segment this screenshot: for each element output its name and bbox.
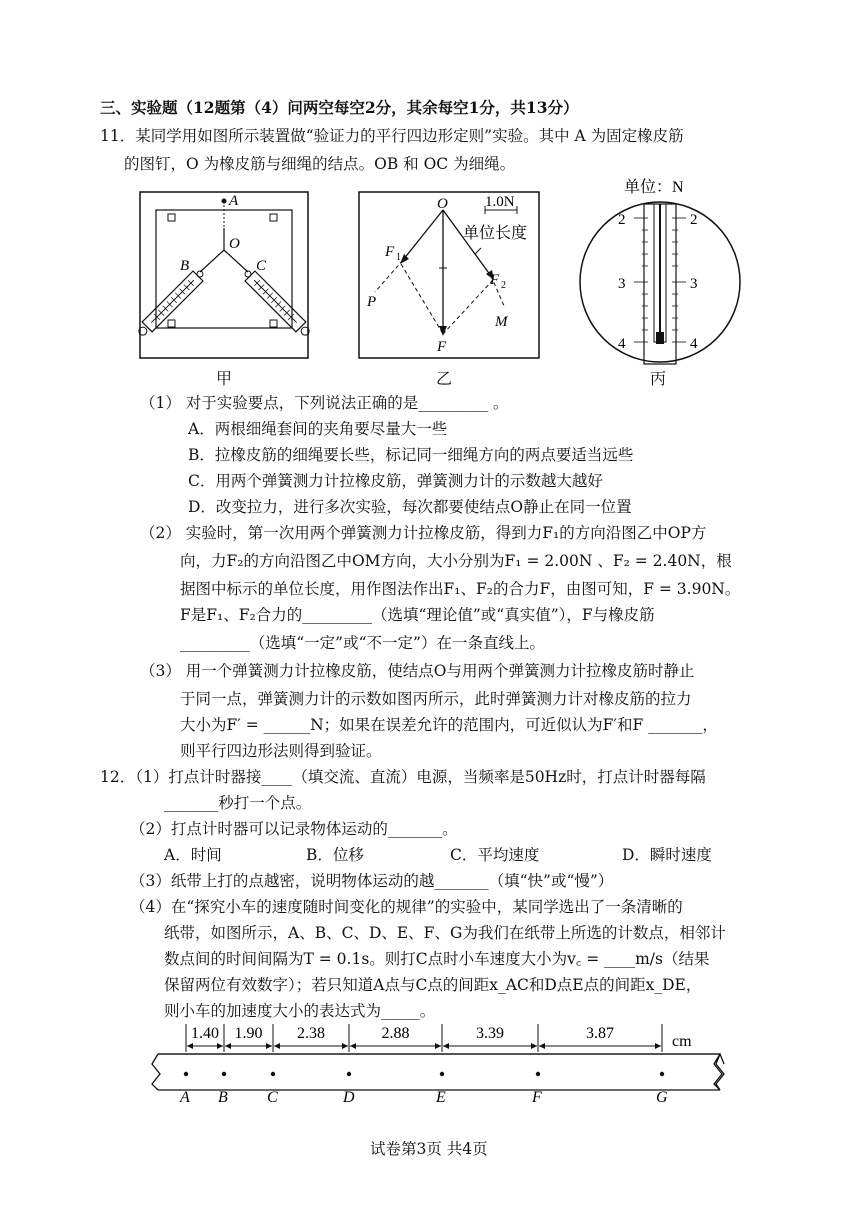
q12-p2-option-c: C．平均速度 <box>450 846 540 864</box>
tape-label-f: F <box>532 1089 542 1106</box>
q12-p2-option-d: D．瞬时速度 <box>622 846 712 864</box>
q12-p2-option-b: B．位移 <box>306 846 364 864</box>
q12-p2-option-a: A．时间 <box>164 846 222 864</box>
tape-arrowhead-right <box>266 1043 272 1049</box>
yi-label-o: O <box>437 196 448 212</box>
yi-label-m: M <box>495 314 508 330</box>
q11-p1-option-c: C．用两个弹簧测力计拉橡皮筋，弹簧测力计的示数越大越好 <box>188 472 603 490</box>
tape-label-a: A <box>180 1089 190 1106</box>
tape-distance-label: 3.39 <box>476 1025 504 1042</box>
yi-label-f1-sub: 1 <box>396 252 401 263</box>
q11-intro-line2: 的图钉，O 为橡皮筋与细绳的结点。OB 和 OC 为细绳。 <box>124 155 516 173</box>
tape-point-d <box>347 1072 351 1076</box>
caption-yi: 乙 <box>436 369 453 388</box>
tape-arrowhead-left <box>274 1043 280 1049</box>
tape-arrowhead-right <box>655 1043 661 1049</box>
q11-intro-line1: 11．某同学用如图所示装置做“验证力的平行四边形定则”实验。其中 A 为固定橡皮筋 <box>100 127 684 145</box>
tape-arrowhead-right <box>531 1043 537 1049</box>
tape-label-g: G <box>656 1089 668 1106</box>
q11-p3-line3: 大小为F′ = ______N；如果在误差允许的范围内，可近似认为F′和F _______， <box>180 716 718 734</box>
q11-p1-stem: （1） 对于实验要点，下列说法正确的是_________ 。 <box>140 394 509 412</box>
tape-point-a <box>184 1072 188 1076</box>
tape-arrowhead-left <box>225 1043 231 1049</box>
q12-p2-stem: （2）打点计时器可以记录物体运动的_______。 <box>130 820 458 838</box>
tape-arrowhead-left <box>187 1043 193 1049</box>
section-title: 三、实验题（12题第（4）问两空每空2分，其余每空1分，共13分） <box>100 98 579 117</box>
q12-p4-line3: 数点间的时间间隔为T = 0.1s。则打C点时小车速度大小为v꜀ = ____m/s（结果 <box>164 950 710 968</box>
tape-arrowhead-right <box>217 1043 223 1049</box>
tape-label-d: D <box>343 1089 355 1106</box>
tape-label-c: C <box>267 1089 278 1106</box>
bing-unit: 单位：N <box>624 179 684 196</box>
caption-jia: 甲 <box>216 369 233 388</box>
tape-label-e: E <box>436 1089 446 1106</box>
tape-distance-label: 2.38 <box>297 1025 325 1042</box>
q11-p2-line3: 据图中标示的单位长度，用作图法作出F₁、F₂的合力F，由图可知，F = 3.90N。 <box>180 580 741 598</box>
q11-p2-line5: _________（选填“一定”或“不一定”）在一条直线上。 <box>180 634 545 652</box>
q12-p4-line4: 保留两位有效数字）；若只知道A点与C点的间距x_AC和D点E点的间距x_DE， <box>164 976 702 994</box>
q11-p1-option-b: B．拉橡皮筋的细绳要长些，标记同一细绳方向的两点要适当远些 <box>188 446 634 464</box>
tape-arrowhead-left <box>350 1043 356 1049</box>
tape-arrowhead-left <box>443 1043 449 1049</box>
bing-tick-4-right: 4 <box>690 336 698 352</box>
tape-point-e <box>440 1072 444 1076</box>
figure-bing <box>578 172 748 372</box>
tape-distance-label: 3.87 <box>586 1025 614 1042</box>
tape-label-b: B <box>218 1089 228 1106</box>
yi-label-f1: F <box>385 244 395 260</box>
figure-yi <box>355 188 545 364</box>
q12-p1-line2: _______秒打一个点。 <box>164 794 312 812</box>
q12-p1-line1: 12．（1）打点计时器接____（填交流、直流）电源，当频率是50Hz时，打点计时器每隔 <box>100 768 706 786</box>
yi-label-p: P <box>367 294 377 310</box>
bing-tick-2-left: 2 <box>618 212 626 228</box>
q11-p2-line4: F是F₁、F₂合力的_________（选填“理论值”或“真实值”），F与橡皮筋 <box>180 606 655 624</box>
q11-p1-option-a: A．两根细绳套间的夹角要尽量大一些 <box>188 420 448 438</box>
yi-unit-length: 单位长度 <box>463 225 528 242</box>
yi-scale-label: 1.0N <box>485 194 515 210</box>
tape-point-b <box>222 1072 226 1076</box>
q11-p3-line2: 于同一点，弹簧测力计的示数如图丙所示，此时弹簧测力计对橡皮筋的拉力 <box>180 690 692 708</box>
q12-p4-line5: 则小车的加速度大小的表达式为_____。 <box>164 1002 436 1020</box>
page-footer: 试卷第3页 共4页 <box>370 1140 488 1158</box>
figure-jia <box>130 188 320 368</box>
q11-p2-line1: （2） 实验时，第一次用两个弹簧测力计拉橡皮筋，得到力F₁的方向沿图乙中OP方 <box>140 524 707 542</box>
jia-label-o: O <box>229 236 240 252</box>
tape-distance-label: 1.40 <box>191 1025 219 1042</box>
caption-bing: 丙 <box>650 369 667 388</box>
q11-p3-line1: （3） 用一个弹簧测力计拉橡皮筋，使结点O与用两个弹簧测力计拉橡皮筋时静止 <box>140 662 695 680</box>
tape-arrowhead-right <box>342 1043 348 1049</box>
tape-distance-label: 1.90 <box>234 1025 263 1042</box>
bing-tick-3-left: 3 <box>618 276 626 292</box>
tape-point-f <box>536 1072 540 1076</box>
q11-p3-line4: 则平行四边形法则得到验证。 <box>180 742 382 760</box>
bing-tick-2-right: 2 <box>690 212 698 228</box>
tape-arrowhead-right <box>435 1043 441 1049</box>
q12-p3: （3）纸带上打的点越密，说明物体运动的越_______（填“快”或“慢”） <box>130 872 614 890</box>
yi-label-f2-sub: 2 <box>501 280 506 291</box>
tape-arrowhead-left <box>539 1043 545 1049</box>
yi-label-f: F <box>437 339 447 355</box>
q11-p1-option-d: D．改变拉力，进行多次实验，每次都要使结点O静止在同一位置 <box>188 498 632 516</box>
tape-point-g <box>660 1072 664 1076</box>
q12-p4-line2: 纸带，如图所示，A、B、C、D、E、F、G为我们在纸带上所选的计数点，相邻计 <box>164 924 726 942</box>
q12-p4-line1: （4）在“探究小车的速度随时间变化的规律”的实验中，某同学选出了一条清晰的 <box>130 898 683 916</box>
jia-label-b: B <box>180 258 190 274</box>
jia-label-c: C <box>256 258 267 274</box>
ticker-tape-figure <box>140 1016 730 1112</box>
q11-p2-line2: 向，力F₂的方向沿图乙中OM方向，大小分别为F₁ = 2.00N 、F₂ = 2.40N，根 <box>180 552 732 570</box>
tape-unit: cm <box>672 1033 692 1050</box>
bing-tick-4-left: 4 <box>618 336 626 352</box>
jia-label-a: A <box>229 193 239 209</box>
bing-tick-3-right: 3 <box>690 276 698 292</box>
tape-distance-label: 2.88 <box>381 1025 410 1042</box>
tape-point-c <box>271 1072 275 1076</box>
yi-label-f2: F <box>490 272 500 288</box>
